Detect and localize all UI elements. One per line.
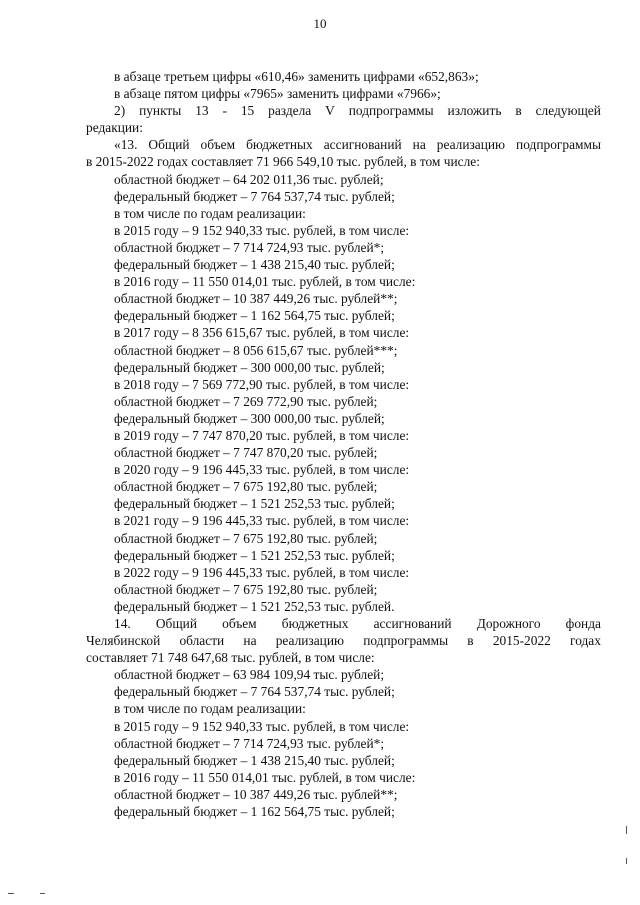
word: объем [222, 616, 257, 631]
word: годах [570, 633, 601, 649]
page-number: 10 [313, 16, 327, 31]
word: пункты [139, 103, 182, 119]
text-line: в 2016 году – 11 550 014,01 тыс. рублей, в том числе: [114, 769, 416, 785]
text-line: областной бюджет – 7 675 192,80 тыс. рублей; [114, 530, 378, 546]
text-line: областной бюджет – 7 714 724,93 тыс. рублей*; [114, 735, 385, 751]
word: V [325, 103, 335, 119]
word: реализацию [275, 633, 344, 649]
text-line: федеральный бюджет – 1 438 215,40 тыс. рублей; [114, 752, 395, 768]
word: на [412, 137, 426, 153]
text-line: федеральный бюджет – 1 521 252,53 тыс. рублей; [114, 496, 395, 512]
text-line: в 2019 году – 7 747 870,20 тыс. рублей, в том числе: [114, 427, 410, 443]
text-line: в том числе по годам реализации: [114, 701, 306, 717]
text-line: федеральный бюджет – 7 764 537,74 тыс. рублей; [114, 684, 395, 700]
text-line: федеральный бюджет – 1 521 252,53 тыс. рублей; [114, 547, 395, 563]
word: изложить [447, 103, 502, 119]
word: области [179, 633, 225, 649]
word: 14. [114, 616, 131, 631]
word: Челябинской [86, 633, 161, 649]
text-line: в 2015 году – 9 152 940,33 тыс. рублей, в том числе: [114, 718, 410, 734]
word: бюджетных [281, 616, 349, 631]
text-line: федеральный бюджет – 1 521 252,53 тыс. рублей. [114, 598, 395, 614]
word: подпрограммы [363, 633, 449, 649]
text-line: областной бюджет – 10 387 449,26 тыс. рублей**; [114, 786, 398, 802]
word: 2) [114, 103, 126, 119]
item-14-line-2 [86, 632, 601, 649]
text-line: в 2022 году – 9 196 445,33 тыс. рублей, в том числе: [114, 564, 410, 580]
text-line: областной бюджет – 7 747 870,20 тыс. рублей; [114, 445, 378, 461]
document-body [86, 68, 601, 820]
text-line: федеральный бюджет – 1 438 215,40 тыс. рублей; [114, 257, 395, 273]
text-line: в 2015 году – 9 152 940,33 тыс. рублей, в том числе: [114, 222, 410, 238]
word: реализацию [436, 137, 506, 153]
scan-artifact [626, 826, 627, 834]
word: - [222, 103, 227, 119]
word: объем [200, 137, 236, 153]
word: подпрограммы [516, 137, 601, 153]
text-line: областной бюджет – 7 714 724,93 тыс. рублей*; [114, 239, 385, 255]
word: бюджетных [246, 137, 313, 153]
text-line: федеральный бюджет – 7 764 537,74 тыс. рублей; [114, 188, 395, 204]
text-line: областной бюджет – 7 675 192,80 тыс. рублей; [114, 479, 378, 495]
text-line: редакции: [86, 120, 143, 136]
text-line: в том числе по годам реализации: [114, 205, 306, 221]
text-line: составляет 71 748 647,68 тыс. рублей, в том числе: [86, 650, 375, 666]
text-line: в 2020 году – 9 196 445,33 тыс. рублей, в том числе: [114, 462, 410, 478]
word: раздела [268, 103, 312, 119]
word: на [243, 633, 257, 649]
word: 13 [195, 103, 209, 119]
text-line: федеральный бюджет – 300 000,00 тыс. рублей; [114, 410, 385, 426]
text-line: в 2021 году – 9 196 445,33 тыс. рублей, в том числе: [114, 513, 410, 529]
scan-artifact [40, 893, 45, 894]
item-13-line [86, 136, 601, 153]
word: 2015-2022 [492, 633, 551, 649]
word: «13. [114, 137, 138, 153]
word: Общий [148, 137, 190, 153]
word: ассигнований [373, 616, 452, 631]
text-line: областной бюджет – 8 056 615,67 тыс. рублей***; [114, 342, 398, 358]
item-2-line [86, 102, 601, 119]
word: Общий [155, 616, 198, 631]
item-14-line-1 [86, 615, 601, 632]
text-line: в 2017 году – 8 356 615,67 тыс. рублей, в том числе: [114, 325, 410, 341]
word: ассигнований [323, 137, 402, 153]
word: следующей [535, 103, 601, 119]
word: 15 [240, 103, 255, 119]
text-line: федеральный бюджет – 1 162 564,75 тыс. рублей; [114, 308, 395, 324]
text-line: областной бюджет – 10 387 449,26 тыс. рублей**; [114, 291, 398, 307]
text-line: в абзаце пятом цифры «7965» заменить цифрами «7966»; [114, 86, 441, 102]
text-line: областной бюджет – 7 269 772,90 тыс. рублей; [114, 393, 378, 409]
text-line: федеральный бюджет – 300 000,00 тыс. рублей; [114, 359, 385, 375]
text-line: в 2015-2022 годах составляет 71 966 549,10 тыс. рублей, в том числе: [86, 154, 480, 170]
word: фонда [565, 616, 601, 631]
text-line: в абзаце третьем цифры «610,46» заменить цифрами «652,863»; [114, 69, 479, 84]
text-line: областной бюджет – 7 675 192,80 тыс. рублей; [114, 581, 378, 597]
text-line: в 2018 году – 7 569 772,90 тыс. рублей, в том числе: [114, 376, 410, 392]
word: в [515, 103, 522, 119]
text-line: в 2016 году – 11 550 014,01 тыс. рублей, в том числе: [114, 274, 416, 290]
scan-artifact [8, 893, 14, 894]
scan-artifact [626, 858, 627, 864]
text-line: федеральный бюджет – 1 162 564,75 тыс. рублей; [114, 804, 395, 820]
text-line: областной бюджет – 63 984 109,94 тыс. рублей; [114, 667, 385, 683]
word: в [467, 633, 474, 649]
text-line: областной бюджет – 64 202 011,36 тыс. рублей; [114, 171, 384, 187]
word: Дорожного [476, 616, 541, 631]
word: подпрограммы [348, 103, 434, 119]
